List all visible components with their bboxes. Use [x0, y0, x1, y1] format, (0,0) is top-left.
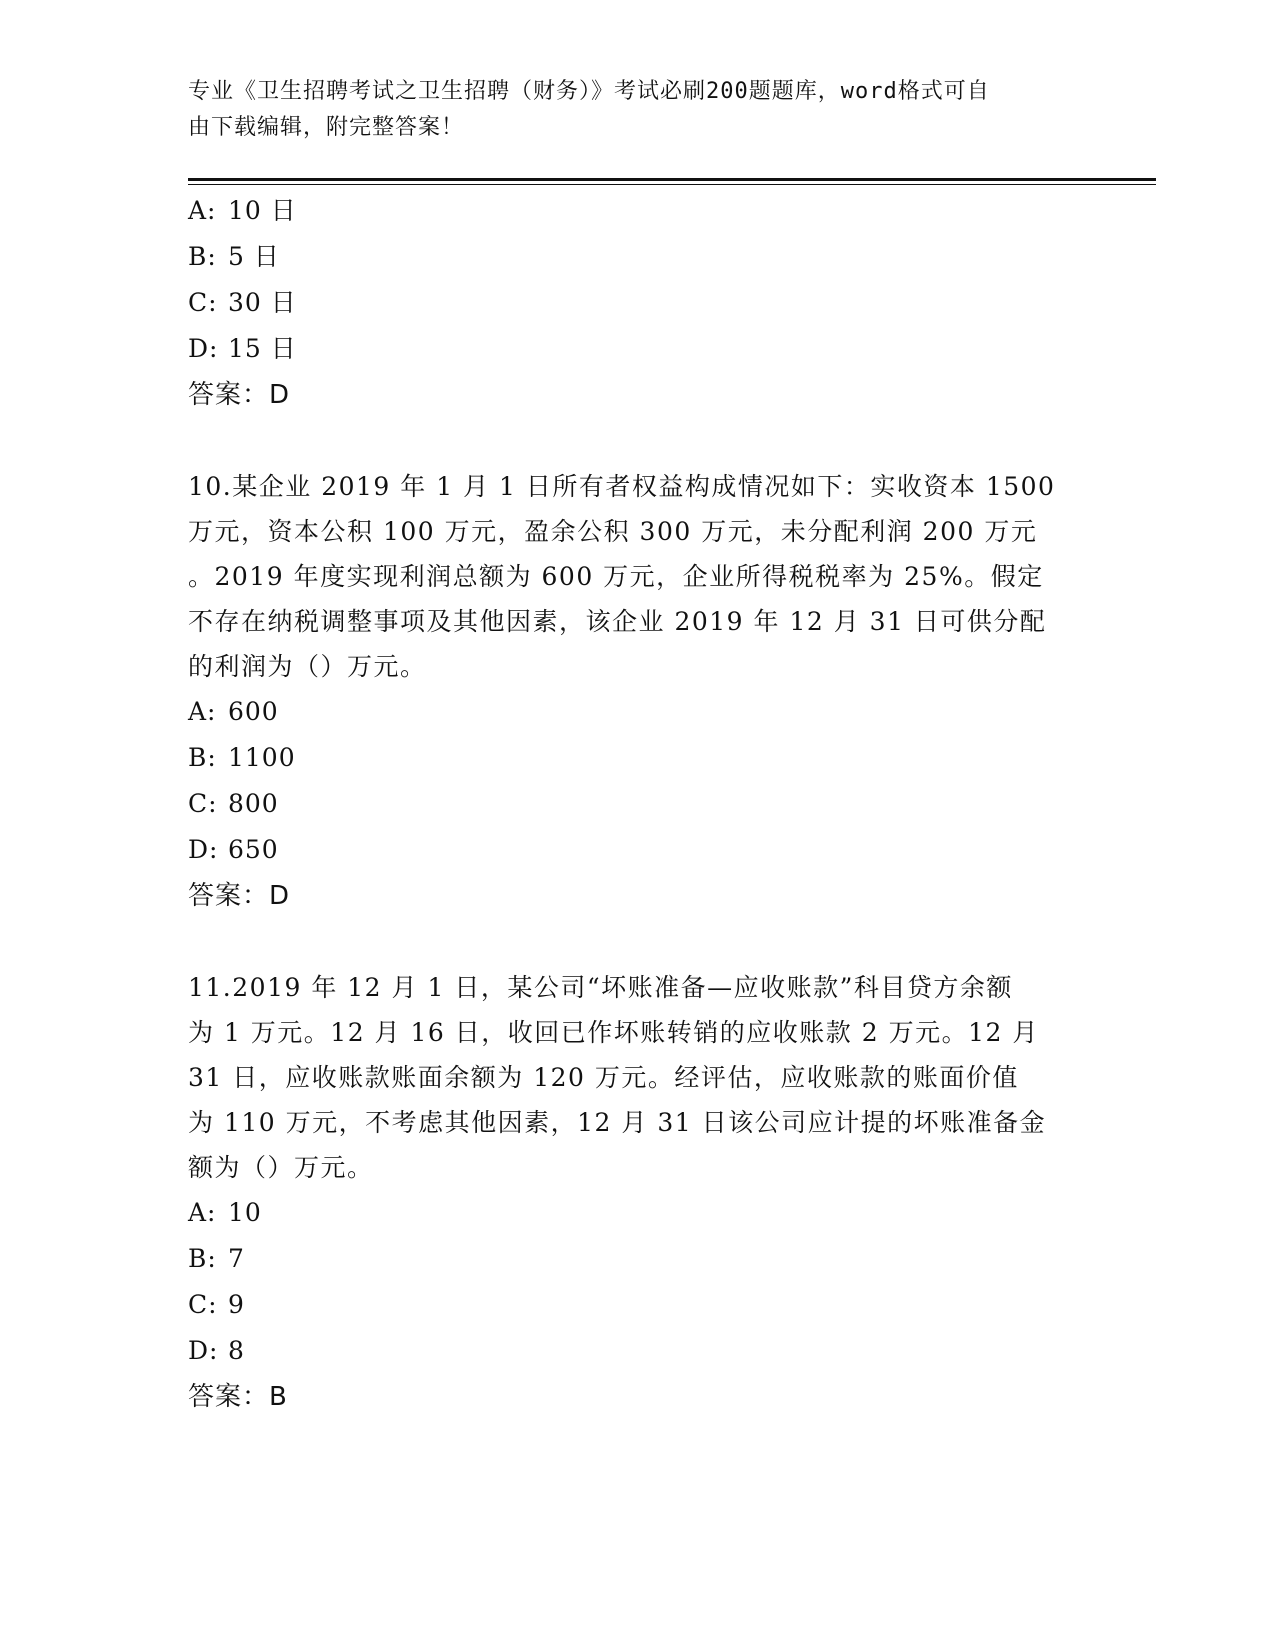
option-label: C: [188, 1290, 218, 1319]
option-d [188, 1328, 1088, 1374]
option-b [188, 234, 1088, 280]
option-text: 5 日 [228, 242, 280, 271]
answer-line: 答案：D [188, 380, 291, 410]
option-text: 9 [228, 1290, 245, 1319]
option-c [188, 280, 1088, 326]
option-label: D: [188, 334, 219, 363]
option-label: A: [188, 697, 217, 726]
question-11 [188, 965, 1088, 1420]
header-line-2: 由下载编辑，附完整答案！ [188, 115, 465, 140]
header-divider-thin [188, 184, 1156, 185]
option-a [188, 689, 1088, 735]
option-label: D: [188, 1336, 219, 1365]
option-label: A: [188, 196, 217, 225]
option-text: 8 [228, 1336, 245, 1365]
option-text: 1100 [228, 743, 296, 772]
question-text-line: 的利润为（）万元。 [188, 652, 427, 681]
answer-line: 答案：B [188, 1382, 288, 1412]
question-text-line: 万元，资本公积 100 万元，盈余公积 300 万元，未分配利润 200 万元 [188, 517, 1038, 546]
question-text-line: 10.某企业 2019 年 1 月 1 日所有者权益构成情况如下：实收资本 1500 [188, 472, 1056, 501]
option-label: A: [188, 1198, 217, 1227]
question-text-line: 为 110 万元，不考虑其他因素，12 月 31 日该公司应计提的坏账准备金 [188, 1108, 1047, 1137]
option-text: 600 [228, 697, 279, 726]
option-label: B: [188, 1244, 217, 1273]
option-a [188, 1190, 1088, 1236]
option-text: 800 [228, 789, 279, 818]
question-10 [188, 464, 1088, 919]
question-text-line: 额为（）万元。 [188, 1153, 374, 1182]
option-text: 7 [228, 1244, 245, 1273]
option-d [188, 827, 1088, 873]
option-a [188, 188, 1088, 234]
option-text: 15 日 [228, 334, 297, 363]
document-header [188, 74, 1068, 146]
question-10-text [188, 464, 1088, 689]
answer-line: 答案：D [188, 881, 291, 911]
option-b [188, 735, 1088, 781]
document-body [188, 188, 1088, 1420]
option-label: B: [188, 743, 217, 772]
option-label: C: [188, 288, 218, 317]
option-c [188, 1282, 1088, 1328]
option-d [188, 326, 1088, 372]
question-text-line: 31 日，应收账款账面余额为 120 万元。经评估，应收账款的账面价值 [188, 1063, 1019, 1092]
option-text: 30 日 [228, 288, 297, 317]
question-text-line: 为 1 万元。12 月 16 日，收回已作坏账转销的应收账款 2 万元。12 月 [188, 1018, 1039, 1047]
option-text: 10 [228, 1198, 262, 1227]
option-text: 10 日 [228, 196, 297, 225]
option-label: C: [188, 789, 218, 818]
question-text-line: 11.2019 年 12 月 1 日，某公司“坏账准备—应收账款”科目贷方余额 [188, 973, 1013, 1002]
option-b [188, 1236, 1088, 1282]
header-line-1: 专业《卫生招聘考试之卫生招聘（财务）》考试必刷200题题库，word格式可自 [188, 79, 990, 104]
option-label: B: [188, 242, 217, 271]
header-divider-thick [188, 178, 1156, 181]
question-text-line: 不存在纳税调整事项及其他因素，该企业 2019 年 12 月 31 日可供分配 [188, 607, 1047, 636]
option-label: D: [188, 835, 219, 864]
option-c [188, 781, 1088, 827]
question-11-text [188, 965, 1088, 1190]
prev-question-block [188, 188, 1088, 418]
question-text-line: 。2019 年度实现利润总额为 600 万元，企业所得税税率为 25%。假定 [188, 562, 1044, 591]
option-text: 650 [228, 835, 279, 864]
